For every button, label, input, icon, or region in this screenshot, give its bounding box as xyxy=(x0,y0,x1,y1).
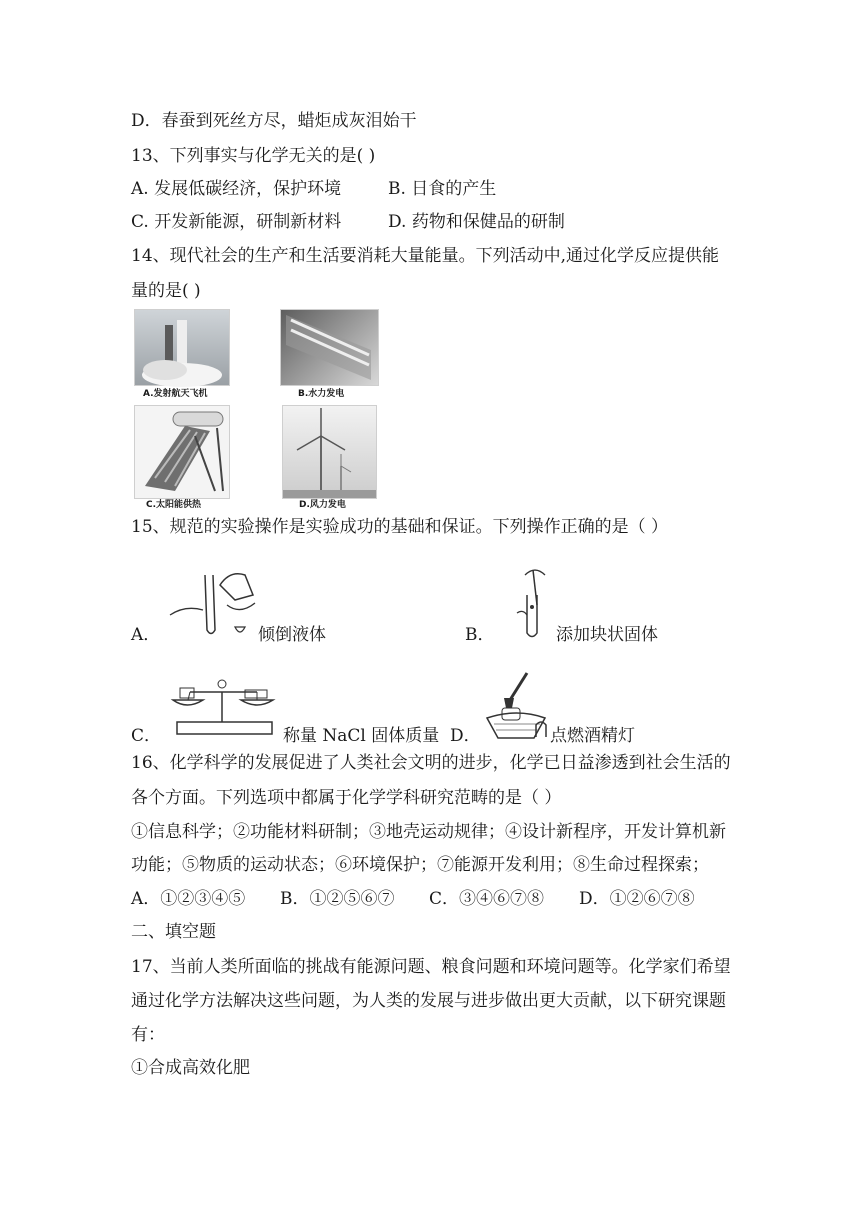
q15-option-c-letter: C． xyxy=(131,726,162,746)
adding-solid-illustration xyxy=(515,565,555,640)
q15-option-a-letter: A． xyxy=(131,625,161,645)
space-shuttle-launch-photo xyxy=(134,309,230,386)
q15-option-b-letter: B． xyxy=(465,625,495,645)
q13-option-d: D. 药物和保健品的研制 xyxy=(388,212,565,232)
q16-line2: 各个方面。下列选项中都属于化学学科研究范畴的是（ ） xyxy=(131,788,562,808)
q15-option-d-text: 点燃酒精灯 xyxy=(550,726,635,746)
q17-line2: 通过化学方法解决这些问题，为人类的发展与进步做出更大贡献，以下研究课题 xyxy=(131,991,726,1011)
q16-option-b: B．①②⑤⑥⑦ xyxy=(280,889,395,909)
caption-a: A.发射航天飞机 xyxy=(143,389,208,399)
q17-line3: 有： xyxy=(131,1025,165,1045)
q13-option-c: C. 开发新能源，研制新材料 xyxy=(131,212,342,232)
q17-item1: ①合成高效化肥 xyxy=(131,1058,250,1078)
q16-option-a: A．①②③④⑤ xyxy=(131,889,246,909)
q15-option-c-text: 称量 NaCl 固体质量 xyxy=(283,726,440,746)
q14-stem-line1: 14、现代社会的生产和生活要消耗大量能量。下列活动中,通过化学反应提供能 xyxy=(131,246,720,266)
pouring-liquid-illustration xyxy=(165,565,265,640)
q15-option-d-letter: D． xyxy=(450,726,481,746)
q15-option-b-text: 添加块状固体 xyxy=(556,625,658,645)
q13-option-a: A. 发展低碳经济，保护环境 xyxy=(131,179,342,199)
q15-option-a-text: 倾倒液体 xyxy=(258,625,326,645)
q17-line1: 17、当前人类所面临的挑战有能源问题、粮食问题和环境问题等。化学家们希望 xyxy=(131,957,731,977)
section-heading-fill-in: 二、填空题 xyxy=(131,922,216,942)
q16-option-d: D．①②⑥⑦⑧ xyxy=(579,889,695,909)
lamp-cap-icon xyxy=(534,720,548,738)
hydropower-photo xyxy=(280,309,379,386)
q15-stem: 15、规范的实验操作是实验成功的基础和保证。下列操作正确的是（ ） xyxy=(131,517,669,537)
q16-line3: ①信息科学；②功能材料研制；③地壳运动规律；④设计新程序，开发计算机新 xyxy=(131,822,726,842)
solar-water-heater-photo xyxy=(134,405,230,499)
q13-stem: 13、下列事实与化学无关的是( ) xyxy=(131,146,376,166)
q13-option-b: B. 日食的产生 xyxy=(388,179,497,199)
q16-line1: 16、化学科学的发展促进了人类社会文明的进步，化学已日益渗透到社会生活的 xyxy=(131,753,731,773)
wind-turbine-photo xyxy=(282,405,377,499)
q16-line4: 功能；⑤物质的运动状态；⑥环境保护；⑦能源开发利用；⑧生命过程探索； xyxy=(131,855,709,875)
q16-option-c: C．③④⑥⑦⑧ xyxy=(429,889,545,909)
q12-option-d: D．春蚕到死丝方尽，蜡炬成灰泪始干 xyxy=(131,111,417,131)
caption-b: B.水力发电 xyxy=(298,389,345,399)
balance-scale-illustration xyxy=(165,670,280,740)
q14-stem-line2: 量的是( ) xyxy=(131,281,201,301)
caption-c: C.太阳能供热 xyxy=(146,500,202,510)
caption-d: D.风力发电 xyxy=(299,500,346,510)
